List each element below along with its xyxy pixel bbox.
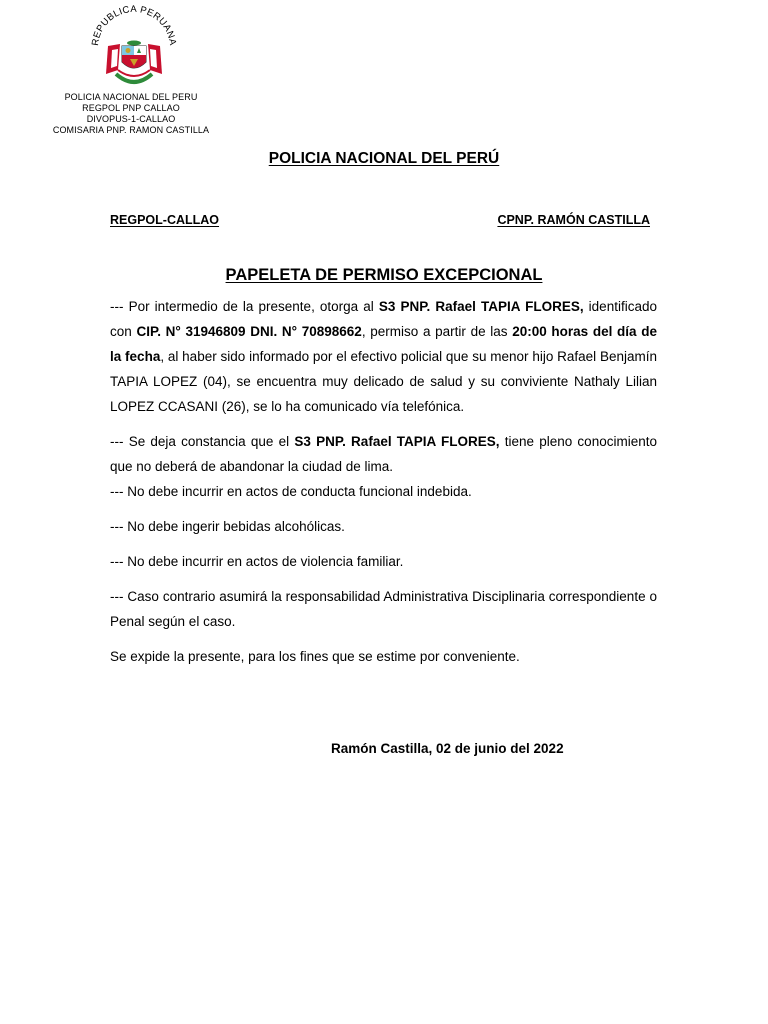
page-title: POLICIA NACIONAL DEL PERÚ: [268, 150, 500, 167]
date-signature-line: Ramón Castilla, 02 de junio del 2022: [331, 741, 564, 756]
document-body: [110, 294, 657, 669]
header-line: DIVOPUS-1-CALLAO: [86, 114, 176, 124]
rule-item: --- Caso contrario asumirá la responsabilidad Administrativa Disciplinaria correspondiente o Penal según el caso.: [110, 589, 657, 629]
paragraph-permission: --- Por intermedio de la presente, otorga al S3 PNP. Rafael TAPIA FLORES, identificado con CIP. N° 31946809 DNI. N° 70898662, permiso a partir de las 20:00 horas del día de la fecha, al haber sido informado por el efectivo policial que su menor hijo Rafael Benjamín TAPIA LOPEZ (04), se encuentra muy delicado de salud y su conviviente Nathaly Lilian LOPEZ CCASANI (26), se lo ha comunicado vía telefónica.: [110, 299, 657, 414]
svg-text:REPUBLICA PERUANA: [90, 4, 178, 47]
paragraph-constancy: --- Se deja constancia que el S3 PNP. Rafael TAPIA FLORES, tiene pleno conocimiento que no deberá de abandonar la ciudad de lima.: [110, 434, 657, 474]
national-emblem-logo: [84, 4, 184, 90]
header-line: POLICIA NACIONAL DEL PERU: [64, 92, 198, 102]
institution-header: [30, 92, 232, 136]
document-title: PAPELETA DE PERMISO EXCEPCIONAL: [225, 266, 543, 284]
emblem-arc-text: REPUBLICA PERUANA: [89, 4, 179, 47]
rule-item: --- No debe ingerir bebidas alcohólicas.: [110, 519, 345, 534]
closing-statement: Se expide la presente, para los fines que se estime por conveniente.: [110, 649, 520, 664]
rule-item: --- No debe incurrir en actos de violencia familiar.: [110, 554, 404, 569]
header-line: COMISARIA PNP. RAMON CASTILLA: [52, 125, 210, 135]
subheader-left: REGPOL-CALLAO: [110, 213, 220, 227]
rule-item: --- No debe incurrir en actos de conducta funcional indebida.: [110, 484, 472, 499]
subheader-right: CPNP. RAMÓN CASTILLA: [497, 213, 650, 227]
header-line: REGPOL PNP CALLAO: [82, 103, 180, 113]
